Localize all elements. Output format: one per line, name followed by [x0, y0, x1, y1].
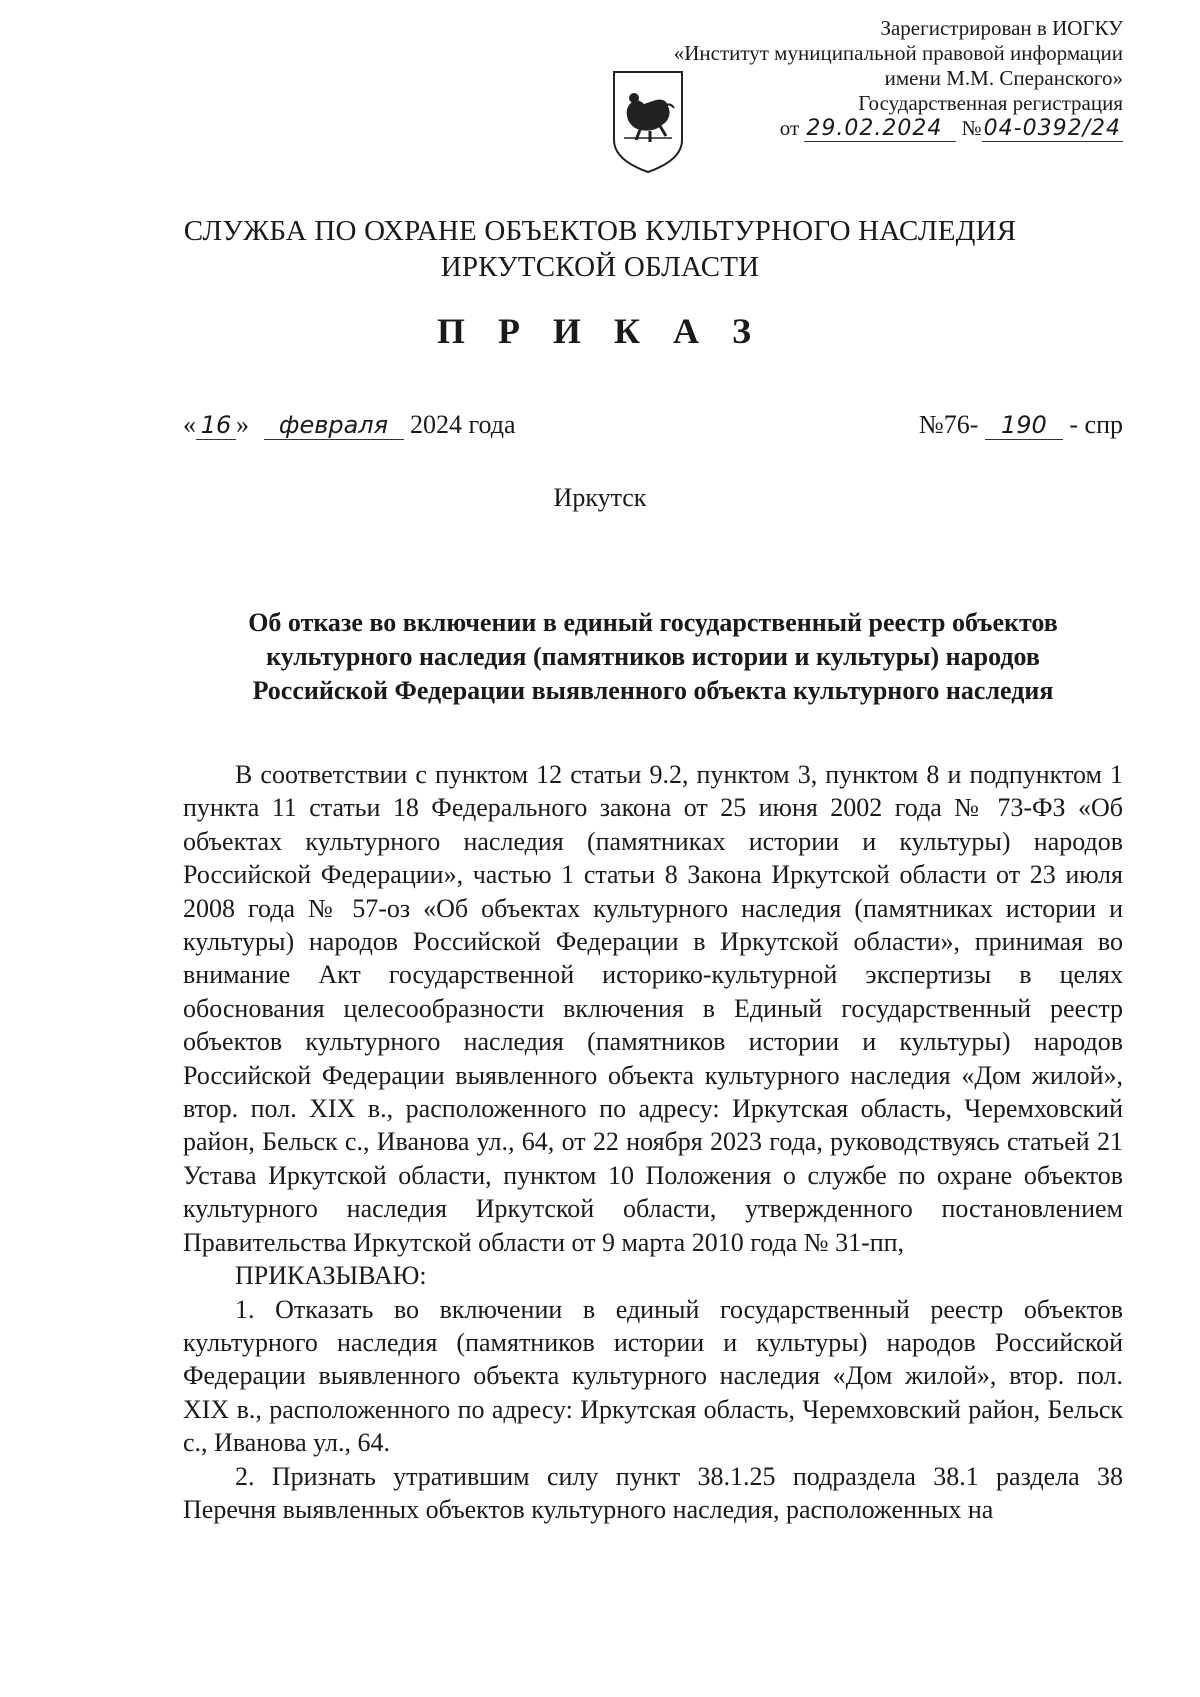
registration-date-prefix: от: [779, 116, 800, 140]
order-number-suffix: - спр: [1069, 410, 1123, 439]
irkutsk-coat-of-arms-icon: [610, 68, 686, 176]
body-preamble: В соответствии с пунктом 12 статьи 9.2, пунктом 3, пунктом 8 и подпунктом 1 пункта 11 статьи 18 Федерального закона от 25 июня 2002 года № 73-ФЗ «Об объектах культурного наследия (памятниках истории и культуры) народов Российской Федерации», частью 1 статьи 8 Закона Иркутской области от 23 июля 2008 года № 57-оз «Об объектах культурного наследия (памятниках истории и культуры) народов Российской Федерации в Иркутской области», принимая во внимание Акт государственной историко-культурной экспертизы в целях обоснования целесообразности включения в Единый государственный реестр объектов культурного наследия (памятников истории и культуры) народов Российской Федерации выявленного объекта культурного наследия «Дом жилой», втор. пол. XIX в., расположенного по адресу: Иркутская область, Черемховский район, Бельск с., Иванова ул., 64, от 22 ноября 2023 года, руководствуясь статьей 21 Устава Иркутской области, пунктом 10 Положения о службе по охране объектов культурного наследия Иркутской области, утвержденного постановлением Правительства Иркутской области от 9 марта 2010 года № 31-пп,: [183, 760, 1123, 1257]
date-year: 2024 года: [410, 410, 516, 439]
subject-line-2: культурного наследия (памятников истории и культуры) народов: [266, 642, 1040, 671]
city-name: Иркутск: [553, 483, 647, 512]
body-item-2: 2. Признать утратившим силу пункт 38.1.25 подраздела 38.1 раздела 38 Перечня выявленных объектов культурного наследия, расположенных на: [183, 1461, 1123, 1524]
order-subject: [183, 606, 1123, 708]
body-item-1: 1. Отказать во включении в единый государственный реестр объектов культурного наследия (памятников истории и культуры) народов Российской Федерации выявленного объекта культурного наследия «Дом жилой», втор. пол. XIX в., расположенного по адресу: Иркутская область, Черемховский район, Бельск с., Иванова ул., 64.: [183, 1294, 1123, 1458]
order-date: [183, 410, 516, 440]
order-number-handwritten: 190: [985, 411, 1063, 440]
subject-line-3: Российской Федерации выявленного объекта культурного наследия: [252, 676, 1054, 705]
date-open-quote: «: [183, 410, 196, 439]
organization-name-line-2: ИРКУТСКОЙ ОБЛАСТИ: [440, 251, 760, 283]
date-day-handwritten: 16: [196, 411, 236, 440]
order-number: [919, 410, 1123, 440]
registration-line-2: «Институт муниципальной правовой информации: [673, 41, 1123, 65]
document-type-title: П Р И К А З: [436, 311, 764, 351]
registration-date-handwritten: 29.02.2024: [804, 116, 956, 142]
body-order-word: ПРИКАЗЫВАЮ:: [235, 1261, 427, 1291]
date-month-handwritten: февраля: [264, 411, 404, 440]
order-body: [183, 758, 1123, 1526]
organization-name-line-1: СЛУЖБА ПО ОХРАНЕ ОБЪЕКТОВ КУЛЬТУРНОГО НАСЛЕДИЯ: [183, 215, 1017, 247]
registration-date-number-line: [674, 116, 1123, 142]
registration-line-3: имени М.М. Сперанского»: [884, 66, 1123, 90]
subject-line-1: Об отказе во включении в единый государственный реестр объектов: [248, 608, 1058, 637]
registration-line-1: Зарегистрирован в ИОГКУ: [880, 16, 1123, 40]
date-close-quote: »: [236, 410, 249, 439]
order-number-prefix: №76-: [918, 410, 979, 439]
registration-stamp: [674, 16, 1123, 142]
registration-line-4: Государственная регистрация: [858, 91, 1123, 115]
registration-number-prefix: №: [961, 116, 982, 140]
registration-number-handwritten: 04-0392/24: [983, 116, 1121, 141]
